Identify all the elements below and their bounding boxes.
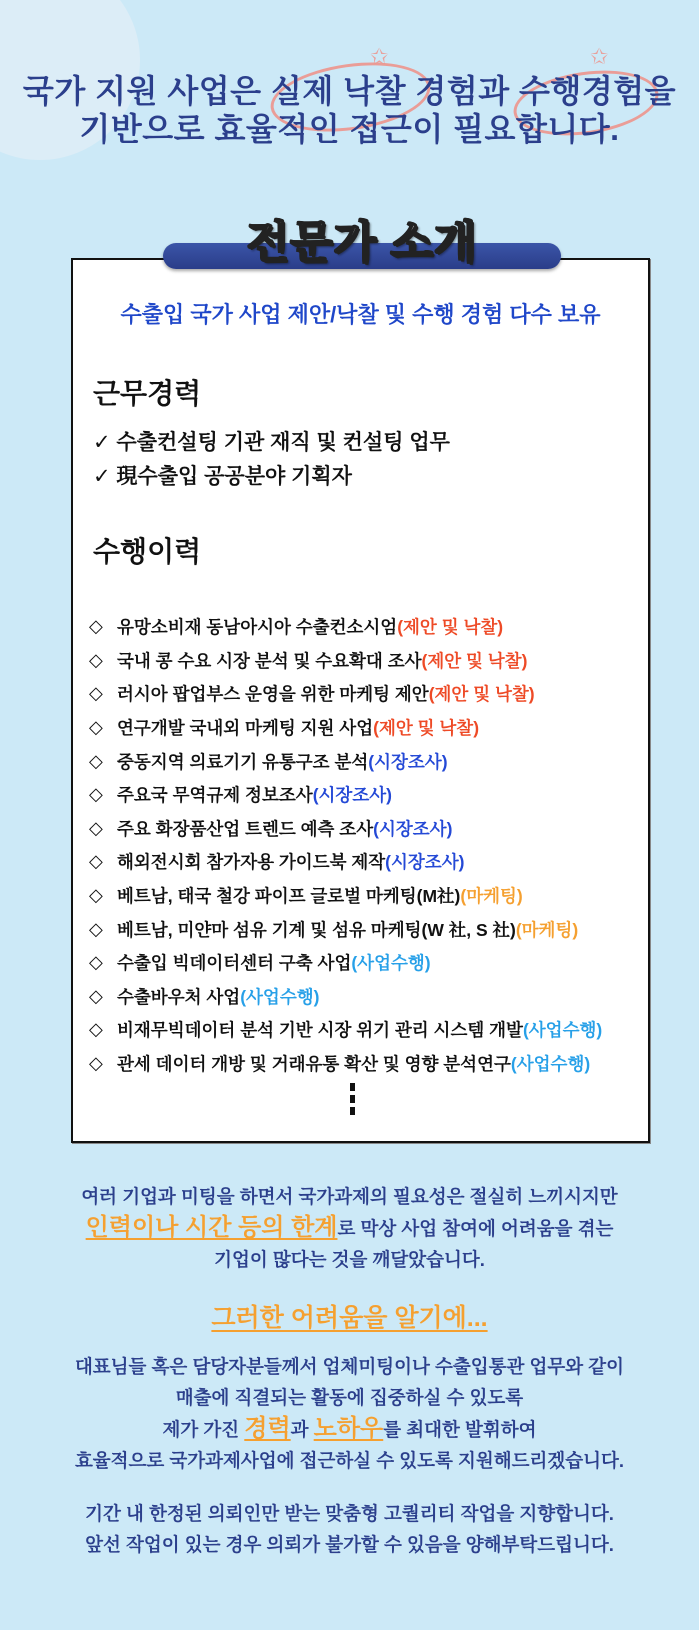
support-text: 를 최대한 발휘하여 (383, 1419, 537, 1440)
diamond-bullet-icon: ◇ (89, 885, 103, 906)
diamond-bullet-icon: ◇ (89, 1053, 103, 1074)
history-item-tag: (시장조사) (368, 751, 448, 772)
notice-line-1: 기간 내 한정된 의뢰인만 받는 맞춤형 고퀄리티 작업을 지향합니다. (85, 1503, 614, 1524)
history-item-text: 주요국 무역규제 정보조사 (117, 785, 313, 806)
support-line-4: 효율적으로 국가과제사업에 접근하실 수 있도록 지원해드리겠습니다. (74, 1450, 625, 1471)
support-line-3 (0, 1413, 699, 1445)
history-item-text: 해외전시회 참가자용 가이드북 제작 (117, 852, 386, 873)
history-item (89, 946, 602, 980)
history-item-text: 연구개발 국내외 마케팅 지원 사업 (117, 718, 374, 739)
page-headline (0, 72, 699, 148)
history-item-tag: (시장조사) (312, 785, 392, 806)
history-item-tag: (사업수행) (240, 986, 320, 1007)
mid-title: 그러한 어려움을 알기에... (211, 1304, 488, 1332)
history-item (89, 980, 602, 1014)
history-item-tag: (사업수행) (510, 1054, 591, 1075)
diamond-bullet-icon: ◇ (89, 616, 103, 637)
headline-line-1: 국가 지원 사업은 실제 낙찰 경험과 수행경험을 (22, 73, 677, 109)
intro-paragraph (0, 1181, 699, 1275)
history-item-tag: (시장조사) (373, 818, 453, 839)
history-item-text: 수출입 빅데이터센터 구축 사업 (117, 953, 352, 974)
history-item (89, 644, 602, 678)
history-item-tag: (사업수행) (522, 1020, 603, 1041)
notice-paragraph (0, 1498, 699, 1560)
diamond-bullet-icon: ◇ (89, 817, 103, 838)
diamond-bullet-icon: ◇ (89, 784, 103, 805)
history-item (89, 1013, 602, 1047)
history-item-tag: (사업수행) (351, 953, 431, 974)
history-item (89, 1047, 602, 1081)
section-banner-title: 전문가 소개 (246, 218, 478, 267)
history-item-text: 국내 콩 수요 시장 분석 및 수요확대 조사 (117, 650, 422, 671)
expert-intro-card (71, 258, 650, 1143)
history-item (89, 677, 602, 711)
history-item (89, 879, 602, 913)
diamond-bullet-icon: ◇ (89, 683, 103, 704)
history-item-text: 수출바우처 사업 (117, 986, 241, 1007)
highlight-career: 경력 (244, 1415, 291, 1442)
diamond-bullet-icon: ◇ (89, 985, 103, 1006)
history-item-text: 베트남, 미얀마 섬유 기계 및 섬유 마케팅(W 社, S 社) (117, 919, 516, 940)
history-item-text: 러시아 팝업부스 운영을 위한 마케팅 제안 (117, 684, 429, 705)
diamond-bullet-icon: ◇ (89, 952, 103, 973)
history-item-text: 중동지역 의료기기 유통구조 분석 (117, 751, 369, 772)
history-list (89, 610, 602, 1080)
support-text: 과 (290, 1419, 314, 1440)
history-item (89, 744, 602, 778)
history-item-tag: (제안 및 낙찰) (373, 718, 480, 739)
history-item-text: 유망소비재 동남아시아 수출컨소시엄 (117, 617, 398, 638)
diamond-bullet-icon: ◇ (89, 717, 103, 738)
support-text: 제가 가진 (162, 1419, 245, 1440)
support-line-2: 매출에 직결되는 활동에 집중하실 수 있도록 (175, 1387, 524, 1408)
career-item: ✓ 現수출입 공공분야 기획자 (93, 465, 352, 488)
history-item-text: 관세 데이터 개방 및 거래유통 확산 및 영향 분석연구 (117, 1054, 511, 1075)
star-doodle-icon: ✩ (590, 44, 609, 69)
history-item-tag: (마케팅) (515, 919, 579, 940)
diamond-bullet-icon: ◇ (89, 750, 103, 771)
career-section-title: 근무경력 (93, 378, 202, 409)
diamond-bullet-icon: ◇ (89, 851, 103, 872)
history-item-tag: (제안 및 낙찰) (421, 650, 528, 671)
history-item (89, 812, 602, 846)
history-item (89, 778, 602, 812)
history-item-tag: (시장조사) (385, 852, 465, 873)
history-item (89, 711, 602, 745)
intro-line-2 (0, 1212, 699, 1244)
diamond-bullet-icon: ◇ (89, 918, 103, 939)
diamond-bullet-icon: ◇ (89, 1019, 103, 1040)
history-section-title: 수행이력 (93, 536, 202, 567)
support-paragraph (0, 1351, 699, 1476)
star-doodle-icon: ✩ (370, 44, 389, 69)
history-item-tag: (제안 및 낙찰) (428, 684, 535, 705)
expert-subtitle: 수출입 국가 사업 제안/낙찰 및 수행 경험 다수 보유 (120, 302, 601, 327)
intro-line-3: 기업이 많다는 것을 깨달았습니다. (214, 1249, 485, 1270)
history-item (89, 912, 602, 946)
career-item: ✓ 수출컨설팅 기관 재직 및 컨설팅 업무 (93, 431, 450, 454)
history-item-text: 비재무빅데이터 분석 기반 시장 위기 관리 시스템 개발 (117, 1020, 523, 1041)
history-item-tag: (마케팅) (460, 886, 523, 907)
history-item-text: 베트남, 태국 철강 파이프 글로벌 마케팅(M社) (117, 886, 461, 907)
intro-line-2-rest: 로 막상 사업 참여에 어려움을 겪는 (337, 1218, 614, 1239)
history-item-tag: (제안 및 낙찰) (397, 617, 504, 638)
diamond-bullet-icon: ◇ (89, 649, 103, 670)
headline-line-2: 기반으로 효율적인 접근이 필요합니다. (79, 111, 620, 147)
support-line-1: 대표님들 혹은 담당자분들께서 업체미팅이나 수출입통관 업무와 같이 (74, 1356, 625, 1377)
intro-highlight: 인력이나 시간 등의 한계 (85, 1214, 338, 1241)
more-indicator-icon (350, 1083, 355, 1119)
history-item (89, 845, 602, 879)
highlight-knowhow: 노하우 (313, 1415, 384, 1442)
intro-line-1: 여러 기업과 미팅을 하면서 국가과제의 필요성은 절실히 느끼시지만 (81, 1186, 618, 1207)
history-item-text: 주요 화장품산업 트렌드 예측 조사 (117, 818, 374, 839)
notice-line-2: 앞선 작업이 있는 경우 의뢰가 불가할 수 있음을 양해부탁드립니다. (85, 1534, 614, 1555)
history-item (89, 610, 602, 644)
